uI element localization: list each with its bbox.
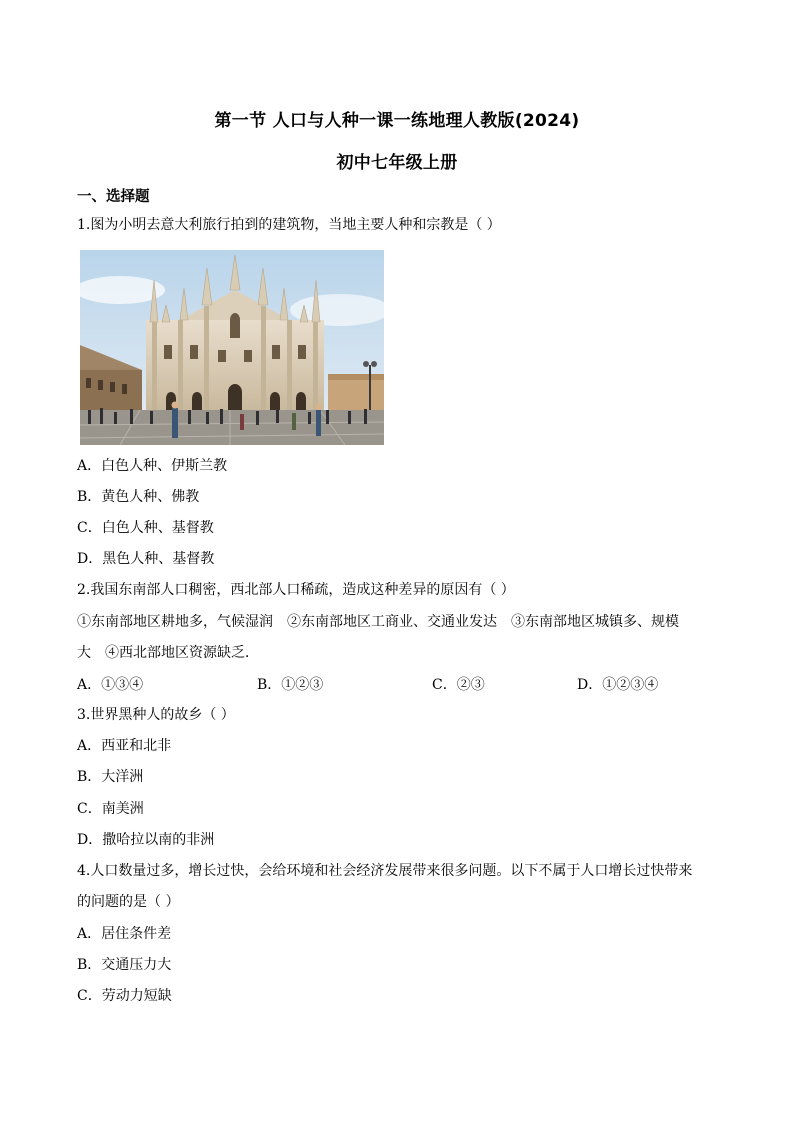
question-3-stem: 3.世界黑种人的故乡（ ）: [77, 707, 235, 723]
question-1-option-b: B．黄色人种、佛教: [77, 489, 200, 505]
question-1-option-d: D．黑色人种、基督教: [77, 551, 215, 567]
document-subtitle: 初中七年级上册: [336, 153, 458, 173]
question-3-option-d: D．撒哈拉以南的非洲: [77, 832, 215, 848]
question-1-option-c: C．白色人种、基督教: [77, 520, 214, 536]
question-3-option-a: A．西亚和北非: [77, 738, 172, 754]
question-4-option-b: B．交通压力大: [77, 957, 172, 973]
question-4-option-c: C．劳动力短缺: [77, 988, 172, 1004]
question-2-statements-line-2: 大 ④西北部地区资源缺乏．: [77, 645, 259, 661]
cathedral-photo: [80, 250, 384, 445]
question-1-stem: 1.图为小明去意大利旅行拍到的建筑物，当地主要人种和宗教是（ ）: [77, 217, 501, 233]
question-2-option-c: C．②③: [432, 677, 485, 693]
question-4-stem-line-1: 4.人口数量过多，增长过快，会给环境和社会经济发展带来很多问题。以下不属于人口增长过快带来: [77, 863, 693, 879]
question-4-option-a: A．居住条件差: [77, 926, 172, 942]
question-2-option-d: D．①②③④: [577, 677, 659, 693]
question-3-option-c: C．南美洲: [77, 801, 144, 817]
question-2-statements-line-1: ①东南部地区耕地多，气候湿润 ②东南部地区工商业、交通业发达 ③东南部地区城镇多、规模: [77, 614, 679, 630]
question-2-stem: 2.我国东南部人口稠密，西北部人口稀疏，造成这种差异的原因有（ ）: [77, 582, 515, 598]
question-2-option-b: B．①②③: [257, 677, 324, 693]
section-heading: 一、选择题: [77, 189, 150, 205]
document-title: 第一节 人口与人种一课一练地理人教版(2024): [214, 111, 580, 131]
question-4-stem-line-2: 的问题的是（ ）: [77, 894, 180, 910]
question-1-option-a: A．白色人种、伊斯兰教: [77, 458, 228, 474]
question-2-option-a: A．①③④: [77, 677, 144, 693]
question-3-option-b: B．大洋洲: [77, 769, 144, 785]
